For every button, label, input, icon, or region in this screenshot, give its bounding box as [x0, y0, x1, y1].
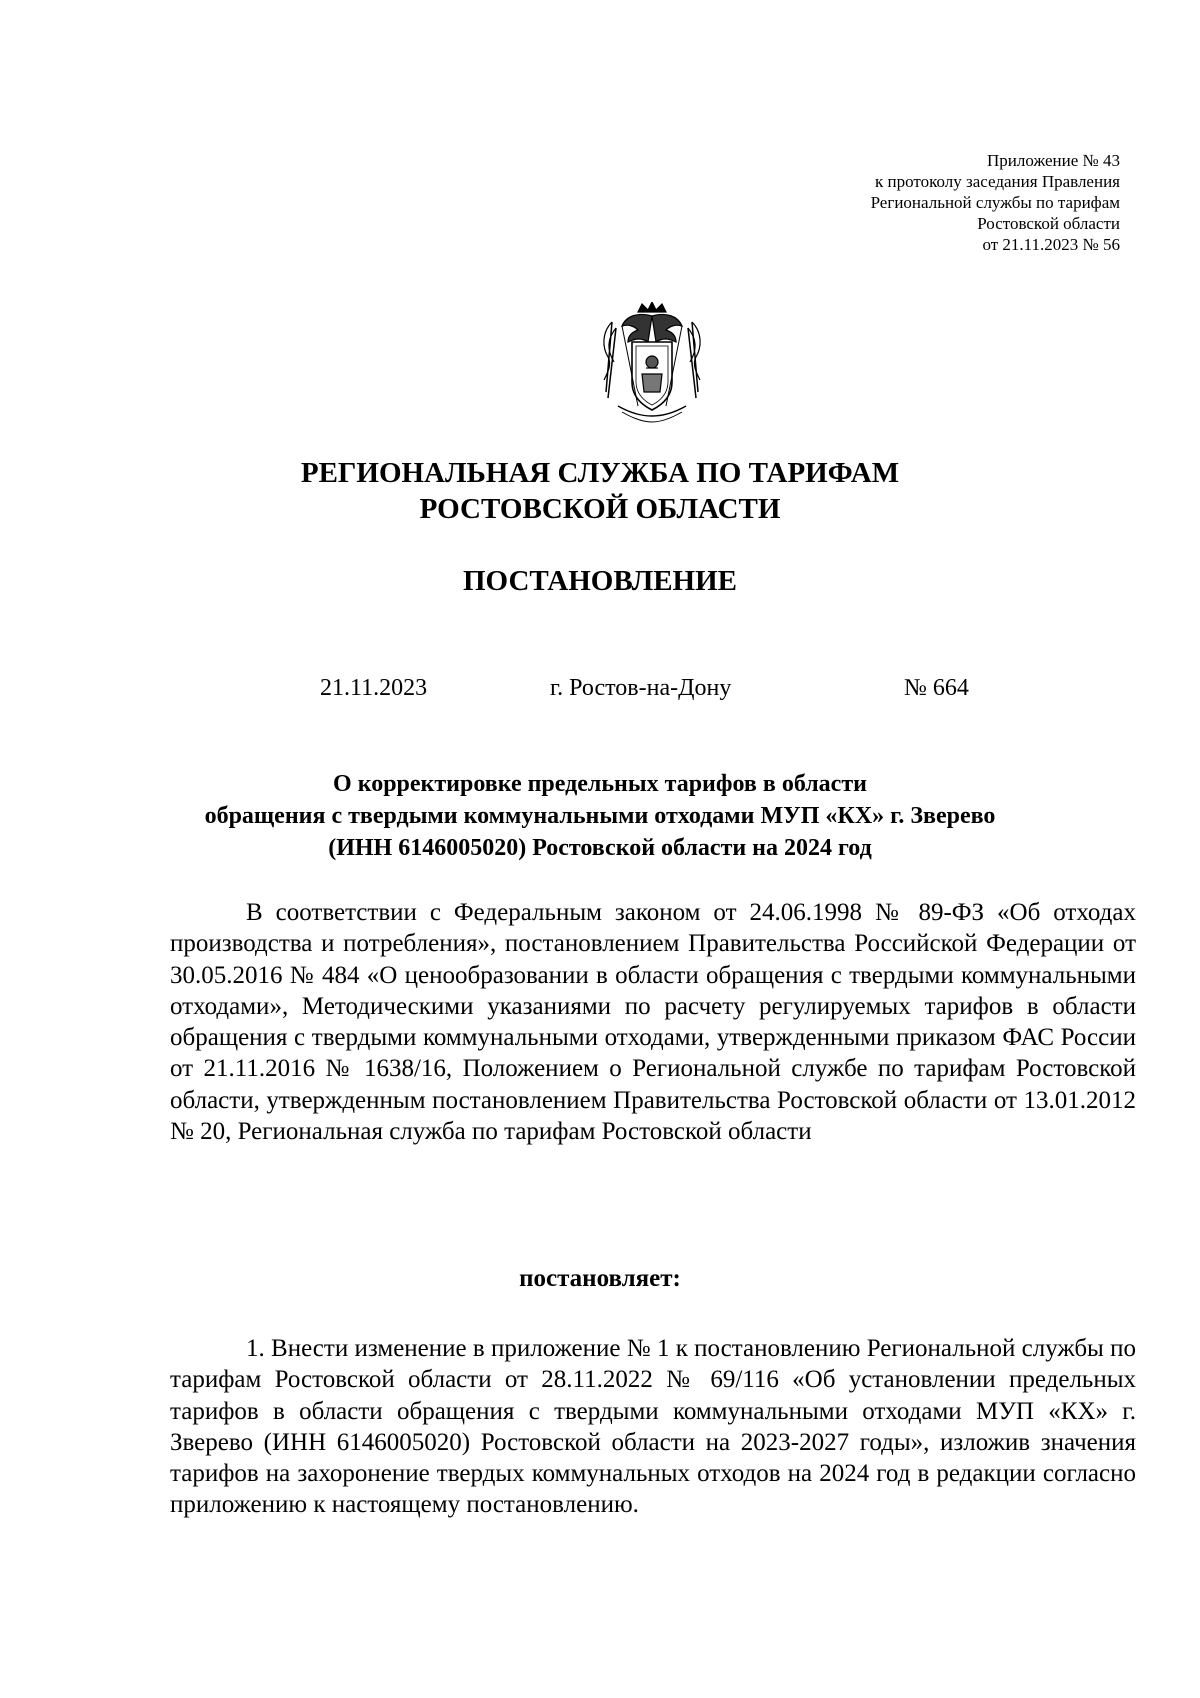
annex-line: Приложение № 43	[987, 151, 1120, 170]
resolves-label: постановляет:	[519, 1265, 681, 1292]
coat-of-arms-icon	[598, 302, 706, 424]
agency-name-line: РОСТОВСКОЙ ОБЛАСТИ	[419, 493, 781, 525]
document-subject	[150, 768, 1050, 864]
document-number: № 664	[904, 675, 969, 701]
subject-line: обращения с твердыми коммунальными отходами МУП «КХ» г. Зверево	[204, 803, 996, 829]
annex-note	[620, 150, 1120, 255]
agency-name-line: РЕГИОНАЛЬНАЯ СЛУЖБА ПО ТАРИФАМ	[300, 457, 900, 489]
preamble-paragraph	[170, 897, 1136, 1147]
annex-line: от 21.11.2023 № 56	[982, 235, 1120, 254]
document-type: ПОСТАНОВЛЕНИЕ	[462, 565, 737, 597]
agency-name	[0, 455, 1200, 527]
annex-line: к протоколу заседания Правления	[875, 172, 1120, 191]
annex-line: Региональной службы по тарифам	[870, 193, 1120, 212]
document-city: г. Ростов-на-Дону	[550, 675, 732, 701]
subject-line: О корректировке предельных тарифов в области	[333, 771, 867, 797]
annex-line: Ростовской области	[977, 214, 1120, 233]
subject-line: (ИНН 6146005020) Ростовской области на 2024 год	[328, 835, 872, 861]
document-date: 21.11.2023	[320, 675, 428, 701]
clause-1-paragraph	[170, 1333, 1136, 1521]
preamble-text: В соответствии с Федеральным законом от 24.06.1998 № 89-ФЗ «Об отходах производства и потребления», постановлением Правительства Российской Федерации от 30.05.2016 № 484 «О ценообразовании в области обращения с твердыми коммунальными отходами», Методическими указаниями по расчету регулируемых тарифов в области обращения с твердыми коммунальными отходами, утвержденными приказом ФАС России от 21.11.2016 № 1638/16, Положением о Региональной службе по тарифам Ростовской области, утвержденным постановлением Правительства Ростовской области от 13.01.2012 № 20, Региональная служба по тарифам Ростовской области	[170, 899, 1136, 1146]
clause-1-text: 1. Внести изменение в приложение № 1 к постановлению Региональной службы по тарифам Ростовской области от 28.11.2022 № 69/116 «Об установлении предельных тарифов в области обращения с твердыми коммунальными отходами МУП «КХ» г. Зверево (ИНН 6146005020) Ростовской области на 2023-2027 годы», изложив значения тарифов на захоронение твердых коммунальных отходов на 2024 год в редакции согласно приложению к настоящему постановлению.	[170, 1335, 1136, 1519]
